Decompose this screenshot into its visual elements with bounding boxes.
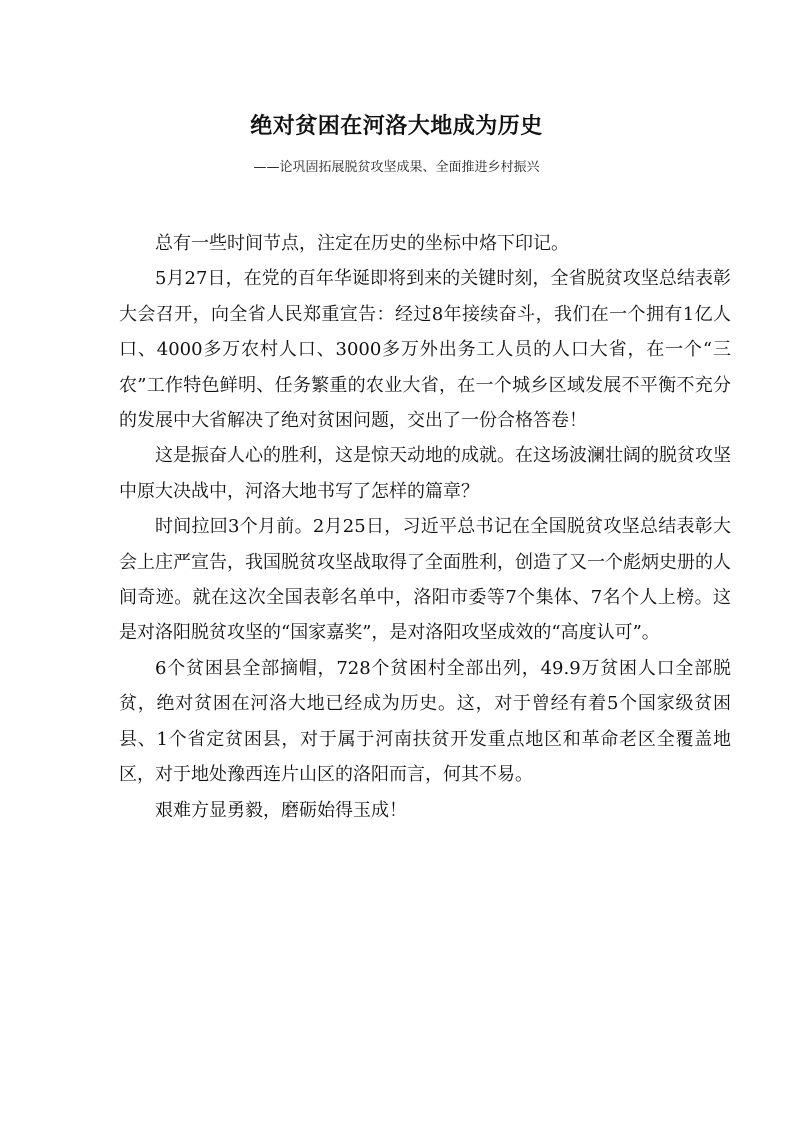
document-body (119, 226, 731, 828)
document-subtitle: ——论巩固拓展脱贫攻坚成果、全面推进乡村振兴 (253, 160, 540, 175)
paragraph: 这是振奋人心的胜利，这是惊天动地的成就。在这场波澜壮阔的脱贫攻坚中原大决战中，河洛大地书写了怎样的篇章？ (119, 445, 731, 502)
paragraph: 6个贫困县全部摘帽，728个贫困村全部出列，49.9万贫困人口全部脱贫，绝对贫困在河洛大地已经成为历史。这，对于曾经有着5个国家级贫困县、1个省定贫困县，对于属于河南扶贫开发重点地区和革命老区全覆盖地区，对于地处豫西连片山区的洛阳而言，何其不易。 (119, 657, 731, 786)
paragraph: 5月27日，在党的百年华诞即将到来的关键时刻，全省脱贫攻坚总结表彰大会召开，向全省人民郑重宣告：经过8年接续奋斗，我们在一个拥有1亿人口、4000多万农村人口、3000多万外出务工人员的人口大省，在一个“三农”工作特色鲜明、任务繁重的农业大省，在一个城乡区域发展不平衡不充分的发展中大省解决了绝对贫困问题，交出了一份合格答卷！ (119, 268, 731, 432)
document-title: 绝对贫困在河洛大地成为历史 (250, 114, 543, 139)
paragraph: 艰难方显勇毅，磨砺始得玉成！ (155, 799, 407, 821)
paragraph: 总有一些时间节点，注定在历史的坐标中烙下印记。 (155, 233, 569, 254)
paragraph: 时间拉回3个月前。2月25日，习近平总书记在全国脱贫攻坚总结表彰大会上庄严宣告，我国脱贫攻坚战取得了全面胜利，创造了又一个彪炳史册的人间奇迹。就在这次全国表彰名单中，洛阳市委等7个集体、7名个人上榜。这是对洛阳脱贫攻坚的“国家嘉奖”，是对洛阳攻坚成效的“高度认可”。 (119, 516, 731, 644)
